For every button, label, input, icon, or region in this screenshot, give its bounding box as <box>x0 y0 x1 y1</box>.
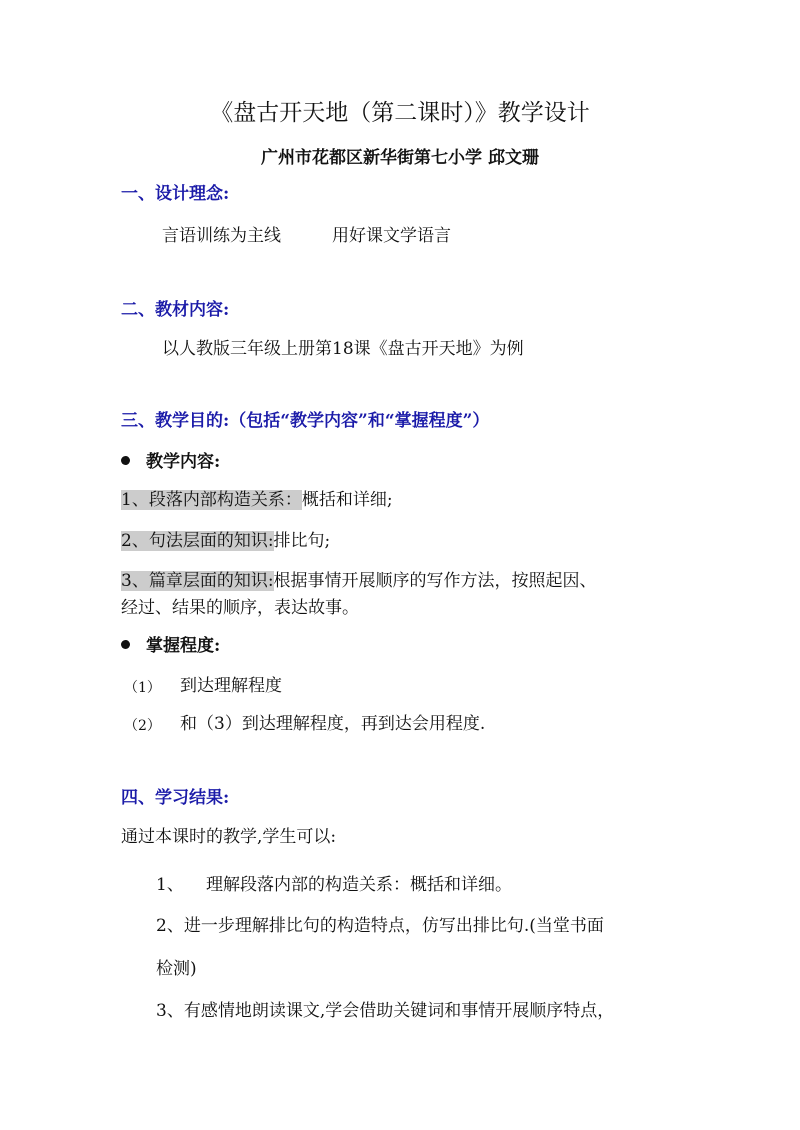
content-label: 教学内容: <box>146 452 221 472</box>
item-label: 3、篇章层面的知识: <box>121 571 274 591</box>
bullet-icon <box>121 456 130 465</box>
mastery-bullet <box>121 638 220 655</box>
section-1-heading: 一、设计理念: <box>121 184 230 204</box>
item-text: 根据事情开展顺序的写作方法，按照起因、 <box>273 571 597 591</box>
outcome-intro: 通过本课时的教学,学生可以: <box>121 827 337 847</box>
section-4-heading: 四、学习结果: <box>121 788 230 808</box>
item-text: 概括和详细; <box>301 490 393 510</box>
item-text: 排比句; <box>273 531 331 551</box>
outcome-item-continuation: 检测) <box>156 959 197 979</box>
author-line: 广州市花都区新华街第七小学 邱文珊 <box>261 148 539 168</box>
mastery-number: （2） <box>124 718 161 734</box>
content-item-continuation: 经过、结果的顺序，表达故事。 <box>121 598 359 618</box>
mastery-text: 和（3）到达理解程度，再到达会用程度. <box>180 714 486 734</box>
outcome-item: 2、进一步理解排比句的构造特点，仿写出排比句.(当堂书面 <box>156 916 604 936</box>
outcome-item: 3、有感情地朗读课文,学会借助关键词和事情开展顺序特点， <box>156 1001 615 1021</box>
material-content-text: 以人教版三年级上册第18课《盘古开天地》为例 <box>162 339 524 359</box>
bullet-icon <box>121 640 130 649</box>
mastery-text: 到达理解程度 <box>180 676 282 696</box>
content-bullet <box>121 454 220 471</box>
design-concept-item: 用好课文学语言 <box>332 226 451 246</box>
section-2-heading: 二、教材内容: <box>121 300 230 320</box>
item-label: 2、句法层面的知识: <box>121 531 274 551</box>
outcome-number: 1、 <box>156 875 184 895</box>
outcome-item: 理解段落内部的构造关系：概括和详细。 <box>206 875 512 895</box>
content-item <box>121 492 393 509</box>
section-3-heading: 三、教学目的:（包括“教学内容”和“掌握程度”） <box>121 411 490 431</box>
content-item <box>121 533 330 550</box>
design-concept-item: 言语训练为主线 <box>162 226 281 246</box>
mastery-label: 掌握程度: <box>146 636 221 656</box>
document-title: 《盘古开天地（第二课时）》教学设计 <box>210 100 590 126</box>
mastery-number: （1） <box>124 680 161 696</box>
item-label: 1、段落内部构造关系： <box>121 490 302 510</box>
content-item <box>121 573 597 590</box>
